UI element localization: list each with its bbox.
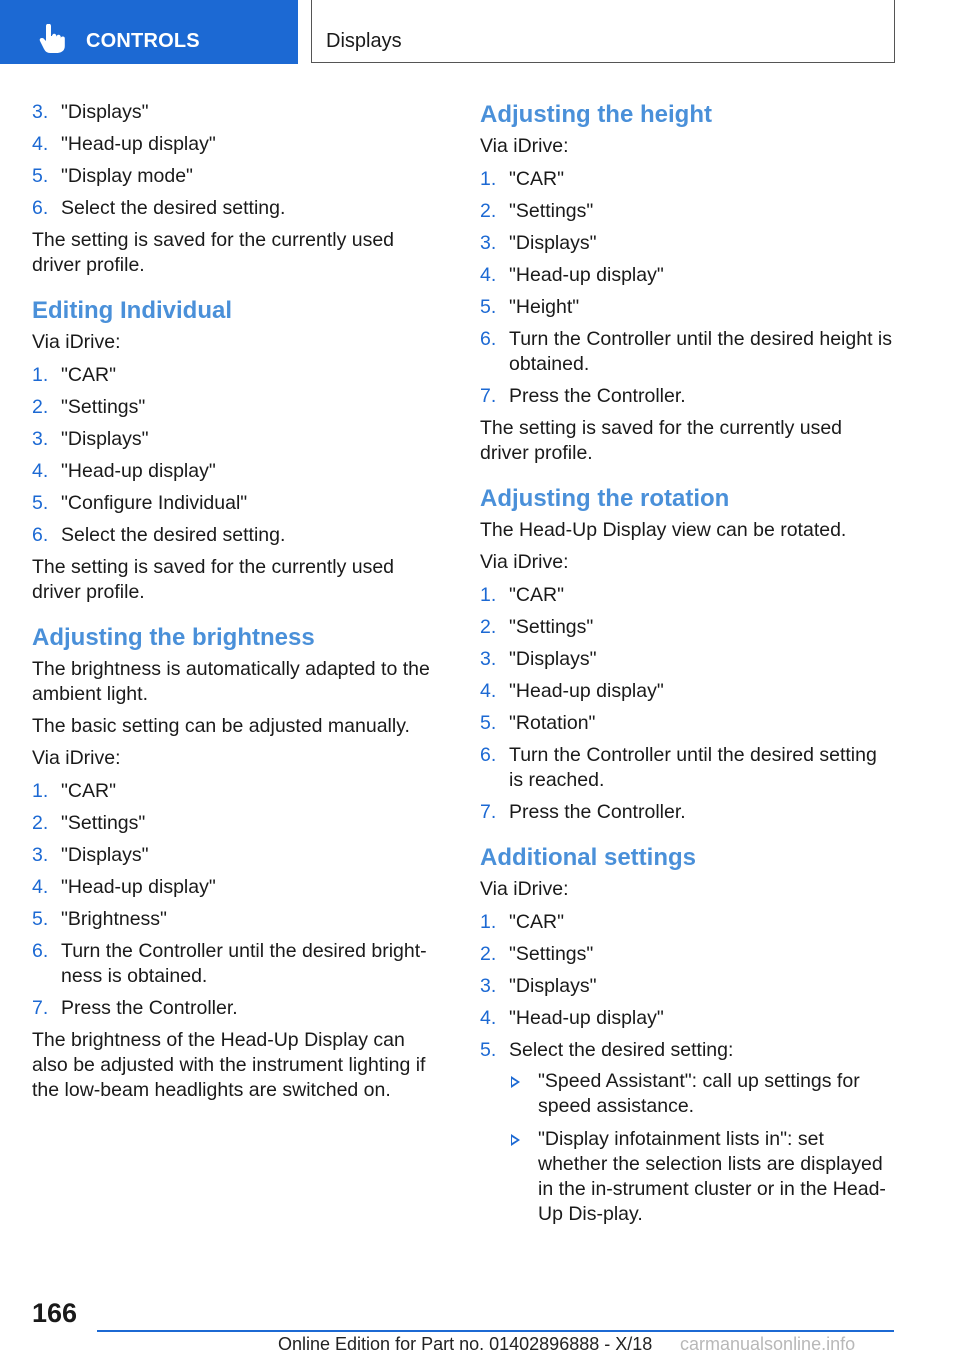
- list-item: 6. Turn the Controller until the desired height is obtained.: [480, 328, 892, 375]
- list-item: 6. Turn the Controller until the desired setting is reached.: [480, 744, 877, 791]
- list-item: 5. Select the desired setting: "Speed Assistant": call up settings for speed assistance. "Display infotainment lists in": set whether the selection lists are displayed in the in‐strument cluster or in the Head-Up Dis‐play.: [480, 1038, 892, 1227]
- triangle-bullet-icon: [511, 1134, 520, 1146]
- section-heading-height: Adjusting the height: [480, 101, 712, 128]
- list-item: 2. "Settings": [32, 812, 146, 834]
- section-tab: [0, 0, 298, 64]
- list-item: 1. "CAR": [32, 364, 117, 386]
- footer-divider: [97, 1330, 894, 1332]
- page-number: 166: [32, 1298, 78, 1328]
- list-item: 6. Turn the Controller until the desired bright‐ness is obtained.: [32, 940, 427, 987]
- section-heading-brightness: Adjusting the brightness: [32, 624, 315, 651]
- sub-options: [509, 1069, 892, 1227]
- list-item: 5. "Height": [480, 296, 580, 318]
- list-item: 7. Press the Controller.: [32, 997, 238, 1019]
- section-heading-additional: Additional settings: [480, 844, 696, 871]
- section-label: CONTROLS: [86, 30, 200, 52]
- via-idrive: Via iDrive:: [32, 331, 121, 353]
- list-item: 3. "Displays": [32, 101, 149, 123]
- list-item: 5. "Configure Individual": [32, 492, 248, 514]
- list-item: 5. "Display mode": [32, 165, 193, 187]
- via-idrive: Via iDrive:: [480, 135, 569, 157]
- list-item: 5. "Rotation": [480, 712, 596, 734]
- brightness-text: The basic setting can be adjusted manually.: [32, 715, 410, 737]
- height-steps: [480, 167, 892, 409]
- list-item: 3. "Displays": [480, 648, 597, 670]
- list-item: 4. "Head-up display": [32, 133, 216, 155]
- list-item: 3. "Displays": [32, 844, 149, 866]
- list-item: 4. "Head-up display": [32, 460, 216, 482]
- profile-note: The setting is saved for the currently used driver profile.: [32, 229, 395, 276]
- list-item: 3. "Displays": [480, 975, 597, 997]
- list-item: 1. "CAR": [480, 911, 565, 933]
- list-item: 3. "Displays": [32, 428, 149, 450]
- list-item: 1. "CAR": [32, 780, 117, 802]
- list-item: 4. "Head-up display": [32, 876, 216, 898]
- editing-steps: [32, 363, 444, 548]
- list-item: 1. "CAR": [480, 584, 565, 606]
- display-mode-steps: [32, 100, 444, 221]
- brightness-steps: [32, 779, 444, 1021]
- additional-steps: [480, 910, 892, 1227]
- via-idrive: Via iDrive:: [480, 878, 569, 900]
- hand-pointer-icon: [38, 24, 66, 54]
- list-item: 2. "Settings": [480, 943, 594, 965]
- chapter-header: [311, 0, 895, 63]
- via-idrive: Via iDrive:: [480, 551, 569, 573]
- brightness-note: The brightness of the Head-Up Display can also be adjusted with the instrument lighting if the low-beam headlights are switched on.: [32, 1029, 426, 1101]
- watermark: carmanualsonline.info: [680, 1334, 856, 1354]
- list-item: 5. "Brightness": [32, 908, 167, 930]
- section-heading-editing: Editing Individual: [32, 297, 232, 324]
- profile-note: The setting is saved for the currently used driver profile.: [480, 417, 843, 464]
- sub-option: "Display infotainment lists in": set whether the selection lists are displayed in the in‐strument cluster or in the Head-Up Dis‐play.: [509, 1127, 892, 1227]
- chapter-label: Displays: [326, 30, 402, 52]
- list-item: 2. "Settings": [32, 396, 146, 418]
- list-item: 2. "Settings": [480, 200, 594, 222]
- brightness-text: The brightness is automatically adapted to the ambient light.: [32, 658, 430, 705]
- list-item: 4. "Head-up display": [480, 680, 664, 702]
- list-item: 7. Press the Controller.: [480, 385, 686, 407]
- triangle-bullet-icon: [511, 1076, 520, 1088]
- sub-option: "Speed Assistant": call up settings for speed assistance.: [509, 1069, 892, 1119]
- list-item: 2. "Settings": [480, 616, 594, 638]
- list-item: 7. Press the Controller.: [480, 801, 686, 823]
- list-item: 4. "Head-up display": [480, 1007, 664, 1029]
- right-column: [480, 100, 892, 1235]
- list-item: 6. Select the desired setting.: [32, 524, 286, 546]
- list-item: 3. "Displays": [480, 232, 597, 254]
- rotation-steps: [480, 583, 892, 825]
- profile-note: The setting is saved for the currently used driver profile.: [32, 556, 395, 603]
- rotation-text: The Head-Up Display view can be rotated.: [480, 519, 847, 541]
- list-item: 6. Select the desired setting.: [32, 197, 286, 219]
- via-idrive: Via iDrive:: [32, 747, 121, 769]
- list-item: 1. "CAR": [480, 168, 565, 190]
- list-item: 4. "Head-up display": [480, 264, 664, 286]
- section-heading-rotation: Adjusting the rotation: [480, 485, 730, 512]
- edition-text: Online Edition for Part no. 01402896888 - X/18: [278, 1334, 653, 1354]
- left-column: [32, 100, 444, 1110]
